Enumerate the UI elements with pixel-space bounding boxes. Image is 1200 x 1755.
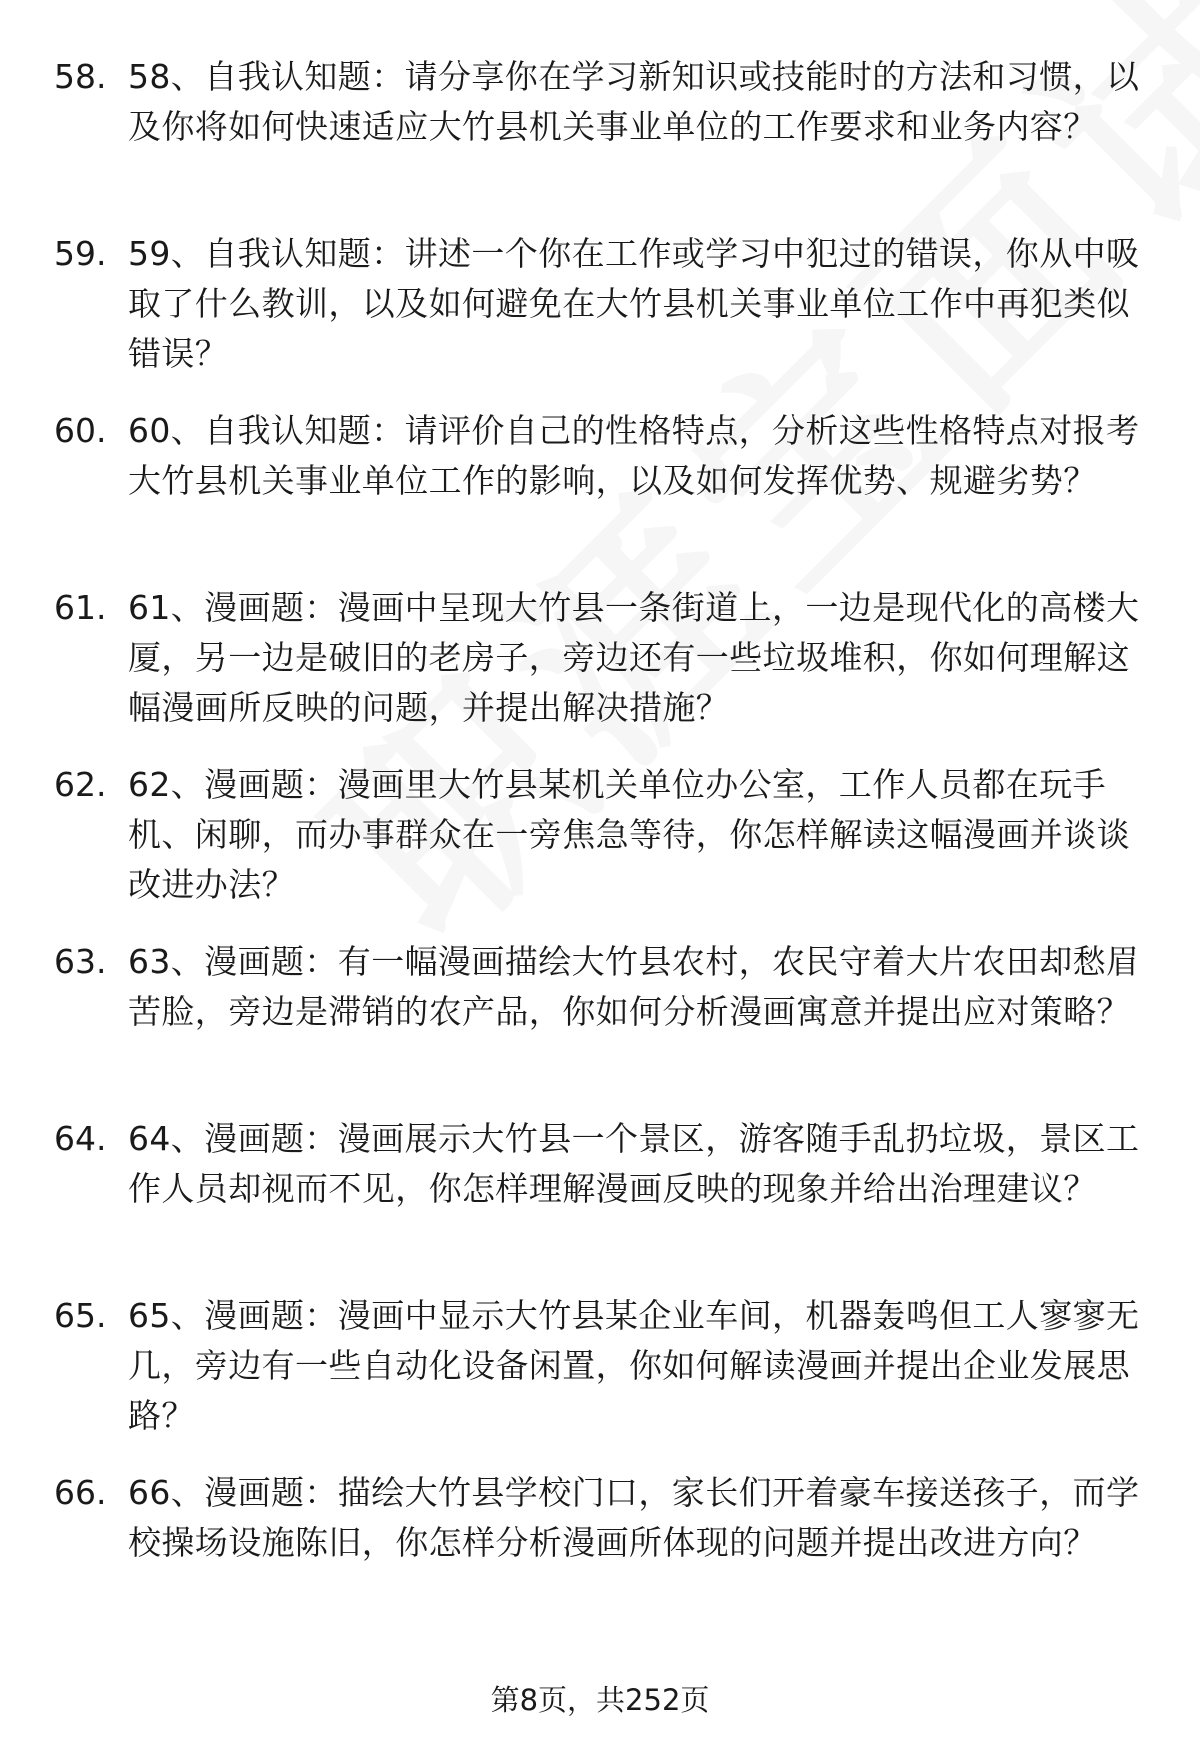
page-footer: [0, 1680, 1200, 1720]
question-text: 62、漫画题：漫画里大竹县某机关单位办公室，工作人员都在玩手机、闲聊，而办事群众在一旁焦急等待，你怎样解读这幅漫画并谈谈改进办法？: [128, 765, 1130, 904]
question-item: [0, 1114, 1200, 1291]
question-item: [0, 1291, 1200, 1468]
question-item: [0, 1468, 1200, 1645]
question-item: [0, 406, 1200, 583]
question-number: 58.: [54, 57, 107, 96]
question-text: 61、漫画题：漫画中呈现大竹县一条街道上，一边是现代化的高楼大厦，另一边是破旧的老房子，旁边还有一些垃圾堆积，你如何理解这幅漫画所反映的问题，并提出解决措施？: [128, 588, 1140, 727]
question-number: 65.: [54, 1296, 107, 1335]
question-text: 63、漫画题：有一幅漫画描绘大竹县农村，农民守着大片农田却愁眉苦脸，旁边是滞销的农产品，你如何分析漫画寓意并提出应对策略？: [128, 942, 1140, 1031]
question-text: 60、自我认知题：请评价自己的性格特点，分析这些性格特点对报考大竹县机关事业单位工作的影响，以及如何发挥优势、规避劣势？: [128, 411, 1140, 500]
question-text: 59、自我认知题：讲述一个你在工作或学习中犯过的错误，你从中吸取了什么教训，以及如何避免在大竹县机关事业单位工作中再犯类似错误？: [128, 234, 1140, 373]
question-number: 59.: [54, 234, 107, 273]
question-number: 60.: [54, 411, 107, 450]
question-number: 64.: [54, 1119, 107, 1158]
question-item: [0, 52, 1200, 229]
question-item: [0, 229, 1200, 406]
question-text: 58、自我认知题：请分享你在学习新知识或技能时的方法和习惯，以及你将如何快速适应大竹县机关事业单位的工作要求和业务内容？: [128, 57, 1140, 146]
question-number: 63.: [54, 942, 107, 981]
question-item: [0, 760, 1200, 937]
question-number: 66.: [54, 1473, 107, 1512]
question-text: 66、漫画题：描绘大竹县学校门口，家长们开着豪车接送孩子，而学校操场设施陈旧，你怎样分析漫画所体现的问题并提出改进方向？: [128, 1473, 1140, 1562]
question-text: 65、漫画题：漫画中显示大竹县某企业车间，机器轰鸣但工人寥寥无几，旁边有一些自动化设备闲置，你如何解读漫画并提出企业发展思路？: [128, 1296, 1140, 1435]
question-item: [0, 583, 1200, 760]
page-number: 第8页，共252页: [490, 1683, 710, 1717]
question-list: [0, 52, 1200, 1645]
question-number: 61.: [54, 588, 107, 627]
question-number: 62.: [54, 765, 107, 804]
question-text: 64、漫画题：漫画展示大竹县一个景区，游客随手乱扔垃圾，景区工作人员却视而不见，你怎样理解漫画反映的现象并给出治理建议？: [128, 1119, 1140, 1208]
question-item: [0, 937, 1200, 1114]
